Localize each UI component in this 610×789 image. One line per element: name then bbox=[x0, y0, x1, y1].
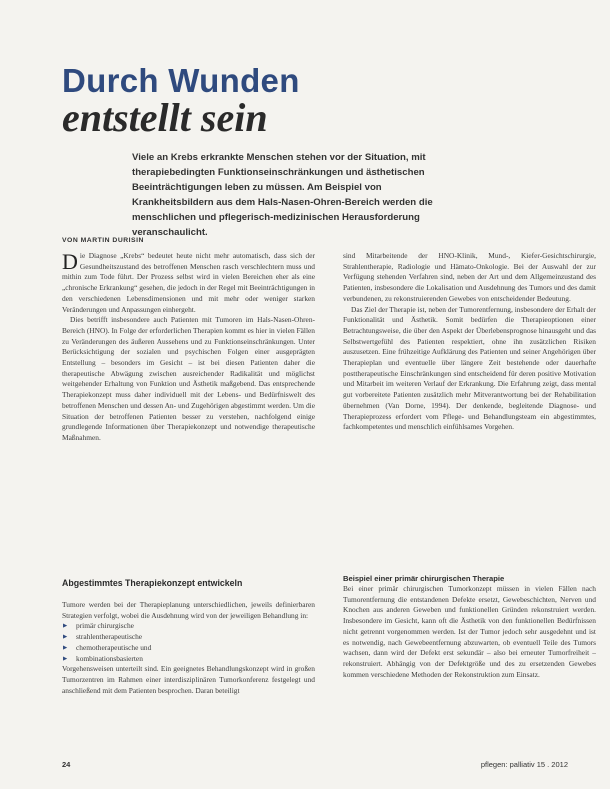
journal-footer: pflegen: palliativ 15 . 2012 bbox=[480, 760, 568, 769]
section3-body: Bei einer primär chirurgischen Tumorkonzept müssen in vielen Fällen nach Tumorentfernung die entstandenen Defekte ersetzt, Gewebeschichten, Nerven und Knochen aus anderen Geweben und funktionellen Gründen rekonstruiert werden. Insbesondere im Gesicht, kann oft die Ästhetik von den funktionellen Bedürfnissen nicht getrennt vorgenommen werden. Ist der Tumor jedoch sehr ausgedehnt und ist es notwendig, nach Gewebeentfernung abzuwarten, ob eventuell Teile des Tumors wachsen, dann wird der Defekt erst sekundär – also bei erneuter Tumorfreiheit – rekonstruiert. Abhängig von der Defektgröße und des zu ersetzenden Gewebes kommen verschiedene Methoden der Rekonstruktion zum Einsatz. bbox=[343, 584, 596, 679]
right-paragraph-2: Das Ziel der Therapie ist, neben der Tumorentfernung, insbesondere der Erhalt der Funktionalität und Ästhetik. Somit bedürfen die Therapieoptionen einer Betrachtungsweise, die über den Aspekt der Überlebensprognose hinausgeht und das Selbstwertgefühl des Patienten respektiert, ohne ihn zusätzlichen Risiken auszusetzen. Eine frühzeitige Aufklärung des Patienten und seiner Angehörigen über Therapieplan und eventuelle über längere Zeit bestehende oder dauerhafte posttherapeutische Einschränkungen sind entscheidend für deren positive Motivation und Mitarbeit im weiteren Verlauf der Erkrankung. Die Erfahrung zeigt, dass mental gut vorbereitete Patienten zusätzlich mehr Mitverantwortung bei der Rehabilitation übernehmen (Van Dorne, 1994). Der denkende, begleitende Diagnose- und Therapieprozess erfordert vom Pflege- und Behandlungsteam ein abgestimmtes, fachkompetentes und menschlich einfühlsames Vorgehen. bbox=[343, 304, 596, 432]
section-therapiekonzept-body bbox=[62, 600, 315, 696]
left-paragraph-1 bbox=[62, 251, 315, 315]
list-item: ▶ kombinationsbasierten bbox=[62, 654, 315, 665]
left-column bbox=[62, 251, 315, 444]
therapy-bullet-list bbox=[62, 621, 315, 664]
left-paragraph-2: Dies betrifft insbesondere auch Patienten mit Tumoren im Hals-Nasen-Ohren-Bereich (HNO). In Folge der erforderlichen Therapien kommt es hier in vielen Fällen zu Veränderungen des äußeren Aussehens und zu Funktionseinschränkungen. Unter Berücksichtigung der sozialen und psychischen Folgen einer ausgeprägten Entstellung – besonders im Gesicht – ist bei diesen Patienten daher die therapeutische Abwägung zwischen ausreichender Radikalität und möglichst weitgehender Erhaltung von Funktion und Ästhetik maßgebend. Das entsprechende Therapiekonzept muss daher individuell mit der Lebens- und Bedürfniswelt des betroffenen Menschen und dessen An- und Zugehörigen abgestimmt werden. Um die Situation der betroffenen Patienten besser zu verstehen, nachfolgend einige grundlegende Informationen über Therapiekonzept und notwendige therapeutische Maßnahmen. bbox=[62, 315, 315, 442]
article-title-line1: Durch Wunden bbox=[62, 62, 300, 99]
section-heading-therapiekonzept: Abgestimmtes Therapiekonzept entwickeln bbox=[62, 578, 243, 588]
right-column bbox=[343, 251, 596, 433]
list-item: ▶ strahlentherapeutische bbox=[62, 632, 315, 643]
list-item: ▶ chemotherapeutische und bbox=[62, 643, 315, 654]
section2-outro: Vorgehensweisen unterteilt sind. Ein geeignetes Behandlungskonzept wird in großen Tumorzentren im Rahmen einer interdisziplinären Tumorkonferenz festgelegt und anschließend mit dem Patienten besprochen. Daran beteiligt bbox=[62, 664, 315, 695]
left-paragraph-1-text: ie Diagnose „Krebs“ bedeutet heute nicht mehr automatisch, dass sich der Gesundheitszustand des betroffenen Menschen rasch verschlechtern muss und mithin zum Tode führt. Der Prozess selbst wird in vielen Bereichen eher als eine „chronische Erkrankung“ gesehen, die jedoch in der Regel mit Beeinträchtigungen in den verschiedenen Lebensdimensionen und mit mehr oder weniger starken Veränderungen und Anpassungen einhergeht. bbox=[62, 251, 315, 314]
lead-paragraph: Viele an Krebs erkrankte Menschen stehen vor der Situation, mit therapiebedingten Funktionseinschränkungen und ästhetischen Beeinträchtigungen leben zu müssen. Am Beispiel von Krankheitsbildern aus dem Hals-Nasen-Ohren-Bereich werden die menschlichen und pflegerisch-medizinischen Herausforderung veranschaulicht. bbox=[132, 152, 433, 238]
section2-intro: Tumore werden bei der Therapieplanung unterschiedlichen, jeweils definierbaren Strategien verfolgt, wobei die Ausdehnung wird von der jeweiligen Behandlung in: bbox=[62, 600, 315, 620]
article-title-line2: entstellt sein bbox=[62, 95, 268, 140]
drop-cap: D bbox=[62, 249, 78, 274]
author-byline: VON MARTIN DURISIN bbox=[62, 237, 144, 244]
page-number: 24 bbox=[62, 760, 71, 769]
list-item: ▶ primär chirurgische bbox=[62, 621, 315, 632]
section-heading-chirurgisch: Beispiel einer primär chirurgischen Therapie bbox=[343, 574, 505, 583]
section-chirurgisch-body bbox=[343, 584, 596, 680]
right-paragraph-1: sind Mitarbeitende der HNO-Klinik, Mund-, Kiefer-Gesichtschirurgie, Strahlentherapie, Radiologie und Hämato-Onkologie. Bei der Auswahl der zur Verfügung stehenden Verfahren sind, neben der Art und dem Allgemeinzustand des Patienten, insbesondere die Lokalisation und Ausdehnung des Tumors und des damit verbundenen, zu rekonstruierenden Gewebes von entscheidender Bedeutung. bbox=[343, 251, 596, 303]
